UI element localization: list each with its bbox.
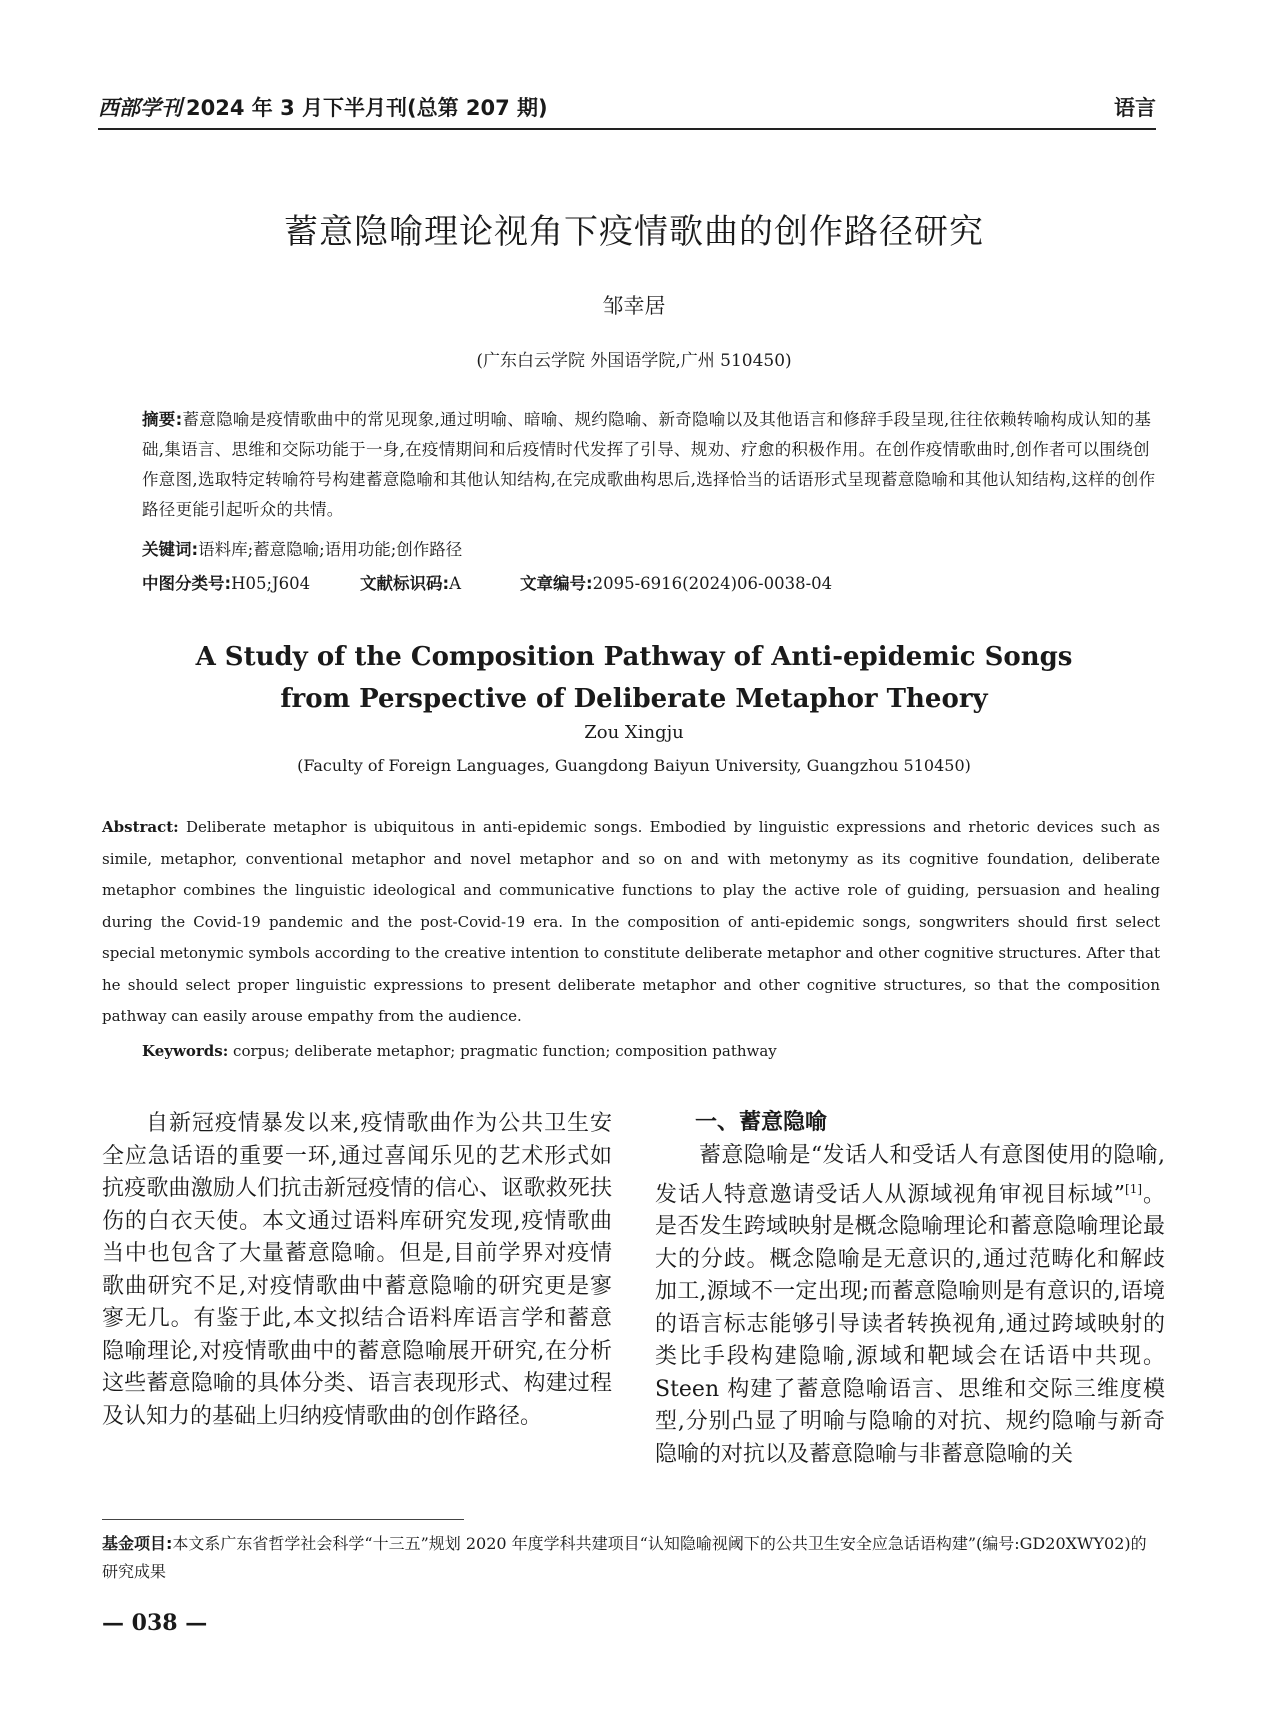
author-cn: 邹幸居 — [602, 294, 666, 318]
affiliation-cn: (广东白云学院 外国语学院,广州 510450) — [476, 351, 792, 371]
title-en-line1: A Study of the Composition Pathway of Anti-epidemic Songs — [195, 642, 1073, 672]
clc-value: H05;J604 — [231, 574, 311, 593]
keywords-cn-label: 关键词: — [142, 540, 199, 559]
section-label: 语言 — [1114, 96, 1156, 120]
funding-footnote — [102, 1530, 1160, 1586]
body-column-left — [102, 1108, 612, 1433]
keywords-cn-text: 语料库;蓄意隐喻;语用功能;创作路径 — [198, 540, 463, 559]
issue-text: 2024 年 3 月下半月刊(总第 207 期) — [186, 96, 548, 120]
article-value: 2095-6916(2024)06-0038-04 — [592, 574, 833, 593]
body-column-right — [655, 1108, 1165, 1471]
page-number: — 038 — — [102, 1610, 208, 1636]
header-rule — [98, 128, 1156, 130]
doc-label: 文献标识码: — [360, 574, 450, 593]
journal-logo: 西部学刊 — [98, 95, 182, 120]
abstract-en — [102, 812, 1160, 1033]
clc-code — [142, 570, 360, 594]
author-en: Zou Xingju — [584, 722, 684, 743]
keywords-en-text: corpus; deliberate metaphor; pragmatic function; composition pathway — [233, 1042, 777, 1060]
keywords-cn — [142, 536, 462, 560]
funding-label: 基金项目: — [102, 1534, 173, 1553]
abstract-cn-label: 摘要: — [142, 410, 183, 429]
footnote-rule — [102, 1519, 464, 1520]
paper-title-en — [0, 636, 1268, 720]
paper-title-cn: 蓄意隐喻理论视角下疫情歌曲的创作路径研究 — [284, 212, 984, 252]
article-number — [520, 570, 832, 594]
abstract-cn — [142, 405, 1160, 525]
section1-paragraph — [655, 1140, 1165, 1471]
classification-row — [142, 570, 1160, 594]
citation-ref: [1] — [1125, 1181, 1143, 1196]
clc-label: 中图分类号: — [142, 574, 232, 593]
doc-code — [360, 570, 520, 594]
article-label: 文章编号: — [520, 574, 593, 593]
journal-issue — [98, 92, 548, 122]
intro-paragraph: 自新冠疫情暴发以来,疫情歌曲作为公共卫生安全应急话语的重要一环,通过喜闻乐见的艺术形式如抗疫歌曲激励人们抗击新冠疫情的信心、讴歌救死扶伤的白衣天使。本文通过语料库研究发现,疫情歌曲当中也包含了大量蓄意隐喻。但是,目前学界对疫情歌曲研究不足,对疫情歌曲中蓄意隐喻的研究更是寥寥无几。有鉴于此,本文拟结合语料库语言学和蓄意隐喻理论,对疫情歌曲中的蓄意隐喻展开研究,在分析这些蓄意隐喻的具体分类、语言表现形式、构建过程及认知力的基础上归纳疫情歌曲的创作路径。 — [102, 1111, 612, 1429]
abstract-en-label: Abstract: — [102, 818, 179, 836]
abstract-en-text: Deliberate metaphor is ubiquitous in anti-epidemic songs. Embodied by linguistic expressions and rhetoric devices such as simile, metaphor, conventional metaphor and novel metaphor and so on and with metonymy as its cognitive foundation, deliberate metaphor combines the linguistic ideological and communicative functions to play the active role of guiding, persuasion and healing during the Covid-19 pandemic and the post-Covid-19 era. In the composition of anti-epidemic songs, songwriters should first select special metonymic symbols according to the creative intention to constitute deliberate metaphor and other cognitive structures. After that he should select proper linguistic expressions to present deliberate metaphor and other cognitive structures, so that the composition pathway can easily arouse empathy from the audience. — [102, 818, 1160, 1025]
doc-value: A — [449, 574, 462, 593]
affiliation-en: (Faculty of Foreign Languages, Guangdong Baiyun University, Guangzhou 510450) — [297, 756, 971, 775]
running-header — [98, 92, 1156, 126]
section1-text-a: 蓄意隐喻是“发话人和受话人有意图使用的隐喻,发话人特意邀请受话人从源域视角审视目标域” — [655, 1143, 1165, 1207]
funding-text: 本文系广东省哲学社会科学“十三五”规划 2020 年度学科共建项目“认知隐喻视阈下的公共卫生安全应急话语构建”(编号:GD20XWY02)的研究成果 — [102, 1534, 1147, 1581]
section-heading: 一、蓄意隐喻 — [695, 1110, 828, 1135]
abstract-cn-text: 蓄意隐喻是疫情歌曲中的常见现象,通过明喻、暗喻、规约隐喻、新奇隐喻以及其他语言和修辞手段呈现,往往依赖转喻构成认知的基础,集语言、思维和交际功能于一身,在疫情期间和后疫情时代发挥了引导、规劝、疗愈的积极作用。在创作疫情歌曲时,创作者可以围绕创作意图,选取特定转喻符号构建蓄意隐喻和其他认知结构,在完成歌曲构思后,选择恰当的话语形式呈现蓄意隐喻和其他认知结构,这样的创作路径更能引起听众的共情。 — [142, 410, 1156, 519]
title-en-line2: from Perspective of Deliberate Metaphor Theory — [280, 684, 988, 714]
keywords-en — [142, 1042, 777, 1060]
section1-text-b: 。是否发生跨域映射是概念隐喻理论和蓄意隐喻理论最大的分歧。概念隐喻是无意识的,通过范畴化和解歧加工,源域不一定出现;而蓄意隐喻则是有意识的,语境的语言标志能够引导读者转换视角,通过跨域映射的类比手段构建隐喻,源域和靶域会在话语中共现。Steen 构建了蓄意隐喻语言、思维和交际三维度模型,分别凸显了明喻与隐喻的对抗、规约隐喻与新奇隐喻的对抗以及蓄意隐喻与非蓄意隐喻的关 — [655, 1181, 1165, 1467]
keywords-en-label: Keywords: — [142, 1042, 229, 1060]
